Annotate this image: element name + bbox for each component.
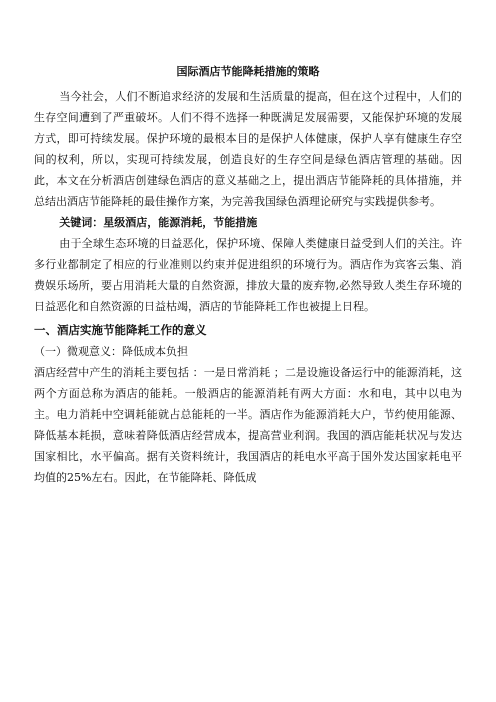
keywords-line: 关键词：星级酒店，能源消耗，节能措施 <box>59 216 258 229</box>
background-paragraph: 由于全球生态环境的日益恶化，保护环境、保障人类健康日益受到人们的关注。许多行业都制定了相应的行业准则以约束并促进组织的环境行为。酒店作为宾客云集、消费娱乐场所，要占用消耗大量的自然资源，排放大量的废弃物,必然导致人类生存环境的日益恶化和自然资源的日益枯竭，酒店的节能降耗工作也被提上日程。 <box>34 237 462 313</box>
intro-paragraph: 当今社会，人们不断追求经济的发展和生活质量的提高，但在这个过程中，人们的生存空间遭到了严重破坏。人们不得不选择一种既满足发展需要，又能保护环境的发展方式，即可持续发展。保护环境的最根本目的是保护人体健康，保护人享有健康生存空间的权利，所以，实现可持续发展，创造良好的生存空间是绿色酒店管理的基础。因此，本文在分析酒店创建绿色酒店的意义基础之上，提出酒店节能降耗的具体措施，并总结出酒店节能降耗的最佳操作方案，为完善我国绿色酒理论研究与实践提供参考。 <box>34 90 462 208</box>
document-title: 国际酒店节能降耗措施的策略 <box>176 65 320 78</box>
subsection-heading: （一）微观意义：降低成本负担 <box>34 345 188 358</box>
section-heading: 一、酒店实施节能降耗工作的意义 <box>34 323 207 337</box>
body-paragraph: 酒店经营中产生的消耗主要包括 ：一是日常消耗 ；二是设施设备运行中的能源消耗，这两个方面总称为酒店的能耗。一般酒店的能源消耗有两大方面：水和电，其中以电为主。电力消耗中空调耗能就占总能耗的一半。酒店作为能源消耗大户，节约使用能源、降低基本耗损，意味着降低酒店经营成本，提高营业利润。我国的酒店能耗状况与发达国家相比，水平偏高。据有关资料统计，我国酒店的耗电水平高于国外发达国家耗电平均值的25%左右。因此，在节能降耗、降低成 <box>34 366 462 484</box>
